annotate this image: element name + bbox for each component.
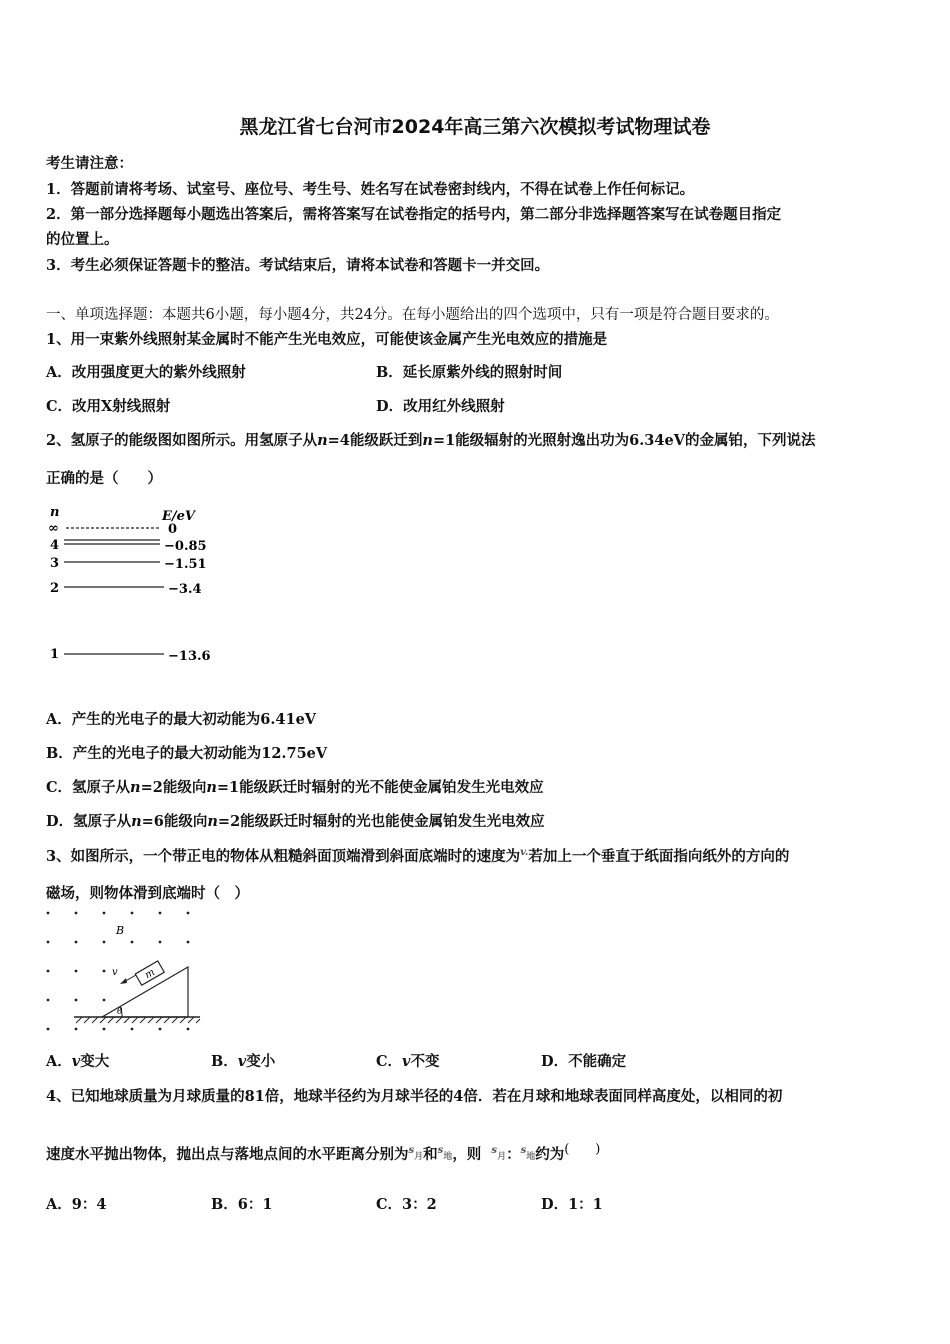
- q3-option-c: [376, 1050, 439, 1071]
- q2-stem-part: =4能级跃迁到: [327, 432, 423, 449]
- q3-option-b: [211, 1050, 275, 1071]
- notice-item: 3．考生必须保证答题卡的整洁。考试结束后，请将本试卷和答题卡一并交回。: [46, 257, 550, 274]
- moon-subscript: 月: [414, 1151, 424, 1162]
- option-text: 变大: [80, 1053, 110, 1070]
- level-e-4: −0.85: [164, 539, 207, 554]
- q2-option-c: [46, 776, 544, 797]
- option-text: C．氢原子从: [46, 779, 131, 796]
- earth-subscript: 地: [443, 1151, 453, 1162]
- q4-stem-line2: [46, 1138, 600, 1164]
- q3-stem-part: 3、如图所示，一个带正电的物体从粗糙斜面顶端滑到斜面底端时的速度为: [46, 848, 521, 865]
- option-text: B．: [211, 1053, 238, 1070]
- q4-stem: 4、已知地球质量为月球质量的81倍，地球半径约为月球半径的4倍．若在月球和地球表面同样高度处，以相同的初: [46, 1088, 783, 1105]
- option-text: 不变: [410, 1053, 440, 1070]
- section-heading: 一、单项选择题：本题共6小题，每小题4分，共24分。在每小题给出的四个选项中，只有一项是符合题目要求的。: [46, 307, 779, 323]
- q2-stem-part: 2、氢原子的能级图如图所示。用氢原子从: [46, 432, 318, 449]
- notice-heading: 考生请注意：: [46, 155, 133, 172]
- n-symbol: n: [207, 813, 218, 830]
- option-text: =6能级向: [141, 813, 208, 830]
- q3-stem-line2: 磁场，则物体滑到底端时（ ）: [46, 885, 249, 902]
- mass-label: m: [143, 966, 157, 982]
- q1-option-c: C．改用X射线照射: [46, 398, 171, 415]
- level-e-inf: 0: [168, 522, 178, 537]
- q1-option-b: B．延长原紫外线的照射时间: [376, 364, 563, 381]
- notice-item: 2．第一部分选择题每小题选出答案后，需将答案写在试卷指定的括号内，第二部分非选择题答案写在试卷题目指定: [46, 206, 782, 223]
- q4-option-d: D．1：1: [541, 1196, 603, 1213]
- n-symbol: n: [131, 813, 142, 830]
- axis-label-n: n: [50, 505, 60, 520]
- page-title: 黑龙江省七台河市2024年高三第六次模拟考试物理试卷: [239, 116, 711, 138]
- q1-stem: 1、用一束紫外线照射某金属时不能产生光电效应，可能使该金属产生光电效应的措施是: [46, 331, 608, 348]
- option-text: D．氢原子从: [46, 813, 132, 830]
- s-symbol: s: [491, 1145, 498, 1156]
- q4-option-b: B．6：1: [211, 1196, 273, 1213]
- velocity-label: v: [112, 967, 118, 978]
- q2-option-b: B．产生的光电子的最大初动能为12.75eV: [46, 745, 328, 762]
- level-n-2: 2: [50, 581, 60, 596]
- level-e-3: −1.51: [164, 557, 207, 572]
- q3-option-a: [46, 1050, 109, 1071]
- n-symbol: n: [206, 779, 217, 796]
- q3-stem: [46, 845, 789, 866]
- q2-stem-line2: 正确的是（ ）: [46, 470, 162, 487]
- level-n-3: 3: [50, 556, 60, 571]
- q4-option-c: C．3：2: [376, 1196, 437, 1213]
- q4-stem-part: 速度水平抛出物体，抛出点与落地点间的水平距离分别为: [46, 1145, 409, 1163]
- q4-stem-part: 约为: [535, 1145, 565, 1163]
- n-symbol: n: [130, 779, 141, 796]
- q2-stem-part: =1能级辐射的光照射逸出功为6.34eV的金属铂，下列说法: [432, 432, 816, 449]
- level-n-inf: ∞: [48, 521, 59, 536]
- option-text: C．: [376, 1053, 403, 1070]
- v-symbol: v: [237, 1053, 247, 1070]
- option-text: =2能级跃迁时辐射的光也能使金属铂发生光电效应: [217, 813, 545, 830]
- q1-option-a: A．改用强度更大的紫外线照射: [46, 364, 246, 381]
- s-symbol: s: [520, 1145, 527, 1156]
- q4-stem-part: 和: [423, 1145, 438, 1163]
- s-symbol: s: [437, 1145, 444, 1156]
- axis-label-energy: E/eV: [162, 509, 196, 524]
- option-text: 变小: [246, 1053, 276, 1070]
- ratio-colon: ：: [506, 1145, 521, 1163]
- q2-n-symbol: n: [422, 432, 433, 449]
- block-m: [135, 961, 164, 985]
- notice-item: 1．答题前请将考场、试室号、座位号、考生号、姓名写在试卷密封线内，不得在试卷上作任何标记。: [46, 181, 695, 198]
- level-n-4: 4: [50, 538, 60, 553]
- q2-stem: [46, 429, 815, 450]
- option-text: A．: [46, 1053, 72, 1070]
- level-n-1: 1: [50, 647, 60, 662]
- q3-option-d: D．不能确定: [541, 1053, 627, 1070]
- q2-option-d: [46, 810, 545, 831]
- q4-option-a: A．9：4: [46, 1196, 107, 1213]
- q2-n-symbol: n: [317, 432, 328, 449]
- v-symbol: v: [71, 1053, 81, 1070]
- angle-label: θ: [117, 1007, 123, 1017]
- velocity-arrowhead: [120, 978, 127, 984]
- q1-option-d: D．改用红外线照射: [376, 398, 505, 415]
- s-symbol: s: [408, 1145, 415, 1156]
- q4-stem-part: ，则: [452, 1145, 482, 1163]
- incline-magnetic-field-figure: [40, 905, 210, 1035]
- level-e-2: −3.4: [168, 582, 202, 597]
- v-symbol: v: [402, 1053, 411, 1070]
- field-label-b: B: [116, 924, 125, 937]
- ground-hatching: [76, 1017, 200, 1023]
- option-text: =1能级跃迁时辐射的光不能使金属铂发生光电效应: [216, 779, 544, 796]
- q3-velocity-symbol: v.: [520, 847, 529, 859]
- earth-subscript: 地: [526, 1151, 536, 1162]
- q2-option-a: A．产生的光电子的最大初动能为6.41eV: [46, 711, 317, 728]
- notice-item: 的位置上。: [46, 231, 119, 248]
- energy-level-diagram: [40, 502, 240, 672]
- option-text: =2能级向: [140, 779, 207, 796]
- q3-stem-part: 若加上一个垂直于纸面指向纸外的方向的: [528, 848, 790, 865]
- moon-subscript: 月: [497, 1151, 507, 1162]
- level-e-1: −13.6: [168, 649, 211, 664]
- answer-paren: ( ): [564, 1142, 601, 1157]
